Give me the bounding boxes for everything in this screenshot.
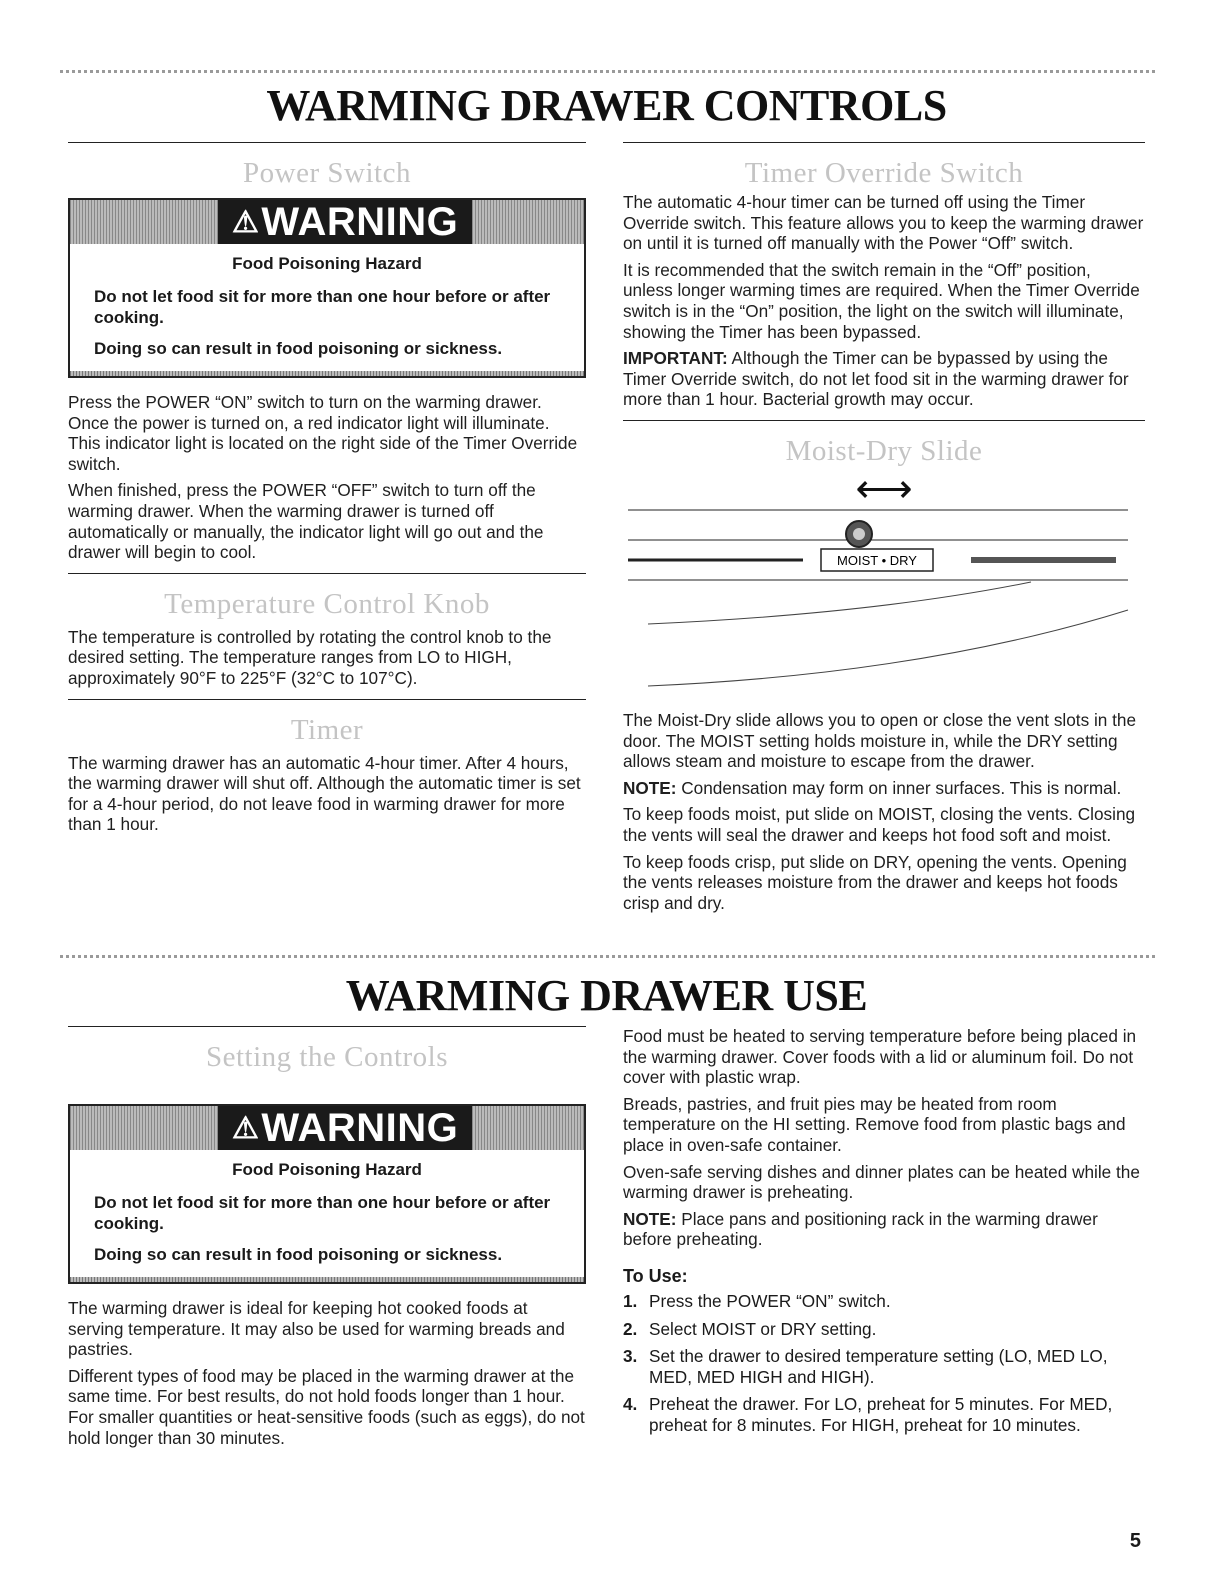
warning-line: Doing so can result in food poisoning or sickness. — [94, 339, 503, 358]
warning-body — [70, 244, 584, 371]
temperature-knob-heading: Temperature Control Knob — [164, 587, 490, 620]
paragraph: It is recommended that the switch remain in the “Off” position, unless longer warming times are required. When the Timer Override switch is in the “On” position, the light on the switch will illuminate, showing the Timer has been bypassed. — [623, 259, 1140, 342]
section-rule — [68, 699, 586, 700]
paragraph-text: Condensation may form on inner surfaces. This is normal. — [676, 777, 1122, 798]
controls-title: WARMING DRAWER CONTROLS — [266, 81, 947, 130]
paragraph — [623, 1209, 1145, 1250]
controls-right-column — [623, 142, 1145, 919]
paragraph: To keep foods moist, put slide on MOIST, closing the vents. Closing the vents will seal the drawer and keeps hot food soft and moist. — [623, 804, 1136, 845]
moist-dry-heading: Moist-Dry Slide — [785, 434, 983, 467]
use-right-column — [623, 1026, 1145, 1443]
warning-header — [70, 1106, 584, 1150]
warning-box — [68, 198, 586, 378]
use-title: WARMING DRAWER USE — [345, 971, 868, 1020]
paragraph: When finished, press the POWER “OFF” switch to turn off the warming drawer. When the warming drawer is turned off automatically or manually, the indicator light will go out and the drawer will begin to cool. — [68, 480, 544, 563]
step-text: Select MOIST or DRY setting. — [649, 1318, 877, 1339]
paragraph: Food must be heated to serving temperature before being placed in the warming drawer. Cover foods with a lid or aluminum foil. Do not cover with plastic wrap. — [623, 1026, 1137, 1088]
section-rule — [623, 142, 1145, 143]
warning-badge — [218, 1106, 472, 1150]
slide-label: MOIST • DRY — [837, 552, 917, 568]
controls-left-column — [68, 142, 586, 841]
page-number: 5 — [1129, 1530, 1141, 1552]
warning-box — [68, 1104, 586, 1284]
paragraph-text: Although the Timer can be bypassed by using the Timer Override switch, do not let food sit in the warming drawer for more than 1 hour. Bacterial growth may occur. — [623, 348, 1129, 410]
step-number: 4. — [623, 1394, 638, 1415]
step-number: 3. — [623, 1346, 638, 1367]
moist-dry-slide-illustration — [623, 504, 1145, 704]
warning-badge-text: WARNING — [261, 1105, 459, 1150]
paragraph — [623, 778, 1145, 799]
top-dotted-rule — [60, 70, 1155, 73]
steps-list — [623, 1291, 1145, 1436]
paragraph: The warming drawer is ideal for keeping hot cooked foods at serving temperature. It may also be used for warming breads and pastries. — [68, 1298, 565, 1360]
warning-badge-text: WARNING — [261, 199, 459, 244]
warning-line: Do not let food sit for more than one hour before or after cooking. — [94, 287, 551, 327]
warning-footer — [70, 1277, 584, 1282]
list-item — [623, 1319, 1145, 1340]
step-text: Press the POWER “ON” switch. — [649, 1290, 891, 1311]
paragraph: Press the POWER “ON” switch to turn on the warming drawer. Once the power is turned on, a red indicator light will illuminate. This indicator light is located on the right side of the Timer Override switch. — [68, 392, 578, 474]
paragraph — [623, 348, 1145, 410]
important-label: IMPORTANT: — [623, 348, 728, 369]
middle-dotted-rule — [60, 955, 1155, 958]
double-arrow-icon: ⟷ — [855, 466, 913, 511]
paragraph: Different types of food may be placed in the warming drawer at the same time. For best results, do not hold foods longer than 1 hour. For smaller quantities or heat-sensitive foods (such as eggs), do not hold longer than 30 minutes. — [68, 1365, 585, 1448]
warning-line: Doing so can result in food poisoning or sickness. — [94, 1245, 503, 1264]
warning-footer — [70, 371, 584, 376]
warning-badge — [218, 200, 472, 244]
section-rule — [68, 1026, 586, 1027]
step-text: Set the drawer to desired temperature setting (LO, MED LO, MED, MED HIGH and HIGH). — [649, 1346, 1108, 1387]
warning-line: Do not let food sit for more than one hour before or after cooking. — [94, 1193, 551, 1233]
paragraph: The Moist-Dry slide allows you to open or close the vent slots in the door. The MOIST setting holds moisture in, while the DRY setting allows steam and moisture to escape from the drawer. — [623, 709, 1136, 772]
step-number: 2. — [623, 1318, 638, 1339]
note-label: NOTE: — [623, 777, 677, 798]
use-left-column — [68, 1026, 586, 1454]
paragraph: The warming drawer has an automatic 4-hour timer. After 4 hours, the warming drawer will shut off. Although the automatic timer is set for a 4-hour period, do not leave food in warming drawer for more than 1 hour. — [68, 752, 581, 835]
power-switch-heading: Power Switch — [243, 157, 411, 189]
section-rule — [68, 142, 586, 143]
warning-body — [70, 1150, 584, 1277]
warning-triangle-icon: ⚠ — [232, 205, 260, 239]
paragraph: To keep foods crisp, put slide on DRY, opening the vents. Opening the vents releases moisture from the drawer and keeps hot foods crisp and dry. — [623, 851, 1127, 913]
timer-heading: Timer — [290, 713, 364, 746]
to-use-heading: To Use: — [623, 1265, 688, 1286]
timer-override-heading: Timer Override Switch — [744, 157, 1024, 189]
section-rule — [623, 420, 1145, 421]
warning-triangle-icon: ⚠ — [232, 1111, 260, 1145]
warning-title: Food Poisoning Hazard — [232, 254, 422, 273]
setting-controls-heading: Setting the Controls — [206, 1041, 448, 1073]
step-text: Preheat the drawer. For LO, preheat for 5 minutes. For MED, preheat for 8 minutes. For HIGH, preheat for 10 minutes. — [649, 1394, 1113, 1435]
list-item — [623, 1394, 1145, 1435]
paragraph: Breads, pastries, and fruit pies may be heated from room temperature on the HI setting. Remove food from plastic bags and place in oven-safe container. — [623, 1093, 1126, 1155]
paragraph: The automatic 4-hour timer can be turned off using the Timer Override switch. This feature allows you to keep the warming drawer on until it is turned off manually with the Power “Off” switch. — [623, 192, 1144, 254]
section-rule — [68, 573, 586, 574]
note-label: NOTE: — [623, 1208, 677, 1229]
warning-title: Food Poisoning Hazard — [232, 1160, 422, 1179]
paragraph: The temperature is controlled by rotating the control knob to the desired setting. The temperature ranges from LO to HIGH, approximately 90°F to 225°F (32°C to 107°C). — [68, 626, 552, 688]
warning-header — [70, 200, 584, 244]
list-item — [623, 1346, 1145, 1387]
step-number: 1. — [623, 1290, 638, 1311]
paragraph-text: Place pans and positioning rack in the warming drawer before preheating. — [623, 1208, 1098, 1250]
paragraph: Oven-safe serving dishes and dinner plates can be heated while the warming drawer is preheating. — [623, 1161, 1140, 1203]
list-item — [623, 1291, 1145, 1312]
